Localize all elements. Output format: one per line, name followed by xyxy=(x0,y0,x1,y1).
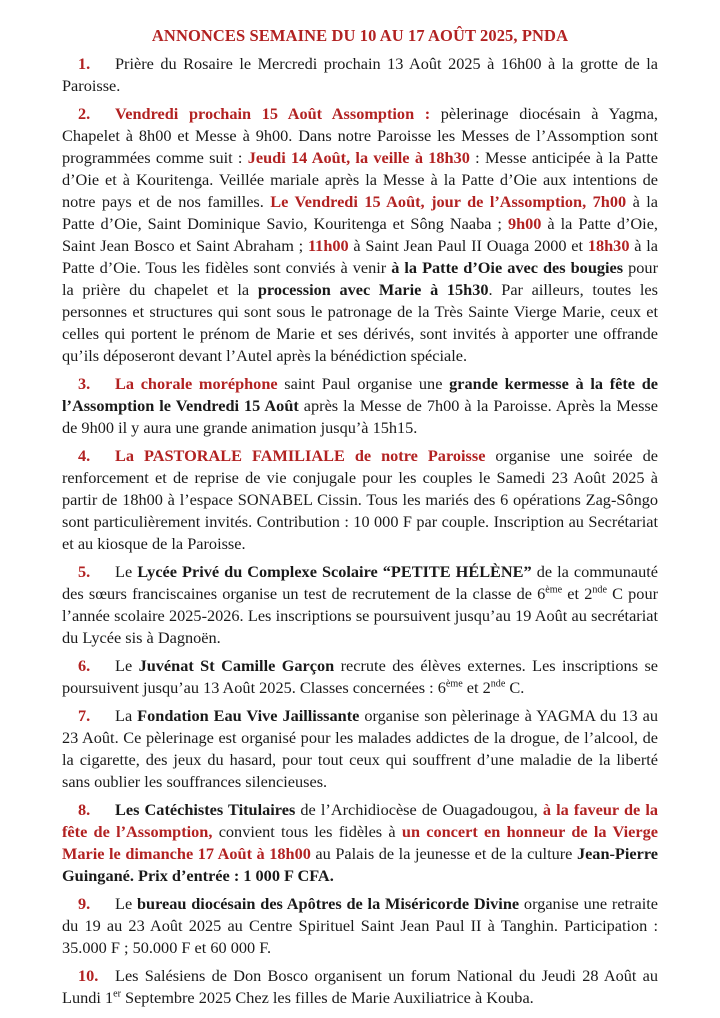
text-segment: Septembre 2025 Chez les filles de Marie Auxiliatrice à Kouba. xyxy=(120,988,534,1007)
announcement-item xyxy=(62,53,658,97)
text-segment: pèlerinage diocésain à Yagma, Chapelet à 8h00 et Messe à 9h00. Dans notre Paroisse les Messes de l’Assomption sont programmées comme suit : xyxy=(62,104,658,167)
text-segment: saint Paul organise une xyxy=(277,374,450,393)
text-segment: ème xyxy=(545,584,563,596)
text-segment: à la faveur de la fête de l’Assomption, xyxy=(62,800,659,841)
text-segment: Jeudi 14 Août, la veille à 18h30 xyxy=(247,148,470,167)
announcement-item xyxy=(62,445,658,555)
announcement-list xyxy=(62,53,658,1009)
text-segment: organise une soirée de renforcement et de reprise de vie conjugale pour les couples le Samedi 23 Août 2025 à partir de 18h00 à l’espace SONABEL Cissin. Tous les mariés des 6 opérations Zag-Sôngo sont particulièrement invités. Contribution : 10 000 F par couple. Inscription au Secrétariat et au kiosque de la Paroisse. xyxy=(62,446,658,553)
text-segment: bureau diocésain des Apôtres de la Miséricorde Divine xyxy=(136,894,520,913)
text-segment: La chorale moréphone xyxy=(115,374,278,393)
text-segment: à la Patte d’Oie, Saint Jean Bosco et Saint Abraham ; xyxy=(62,214,659,255)
text-segment: Les Catéchistes Titulaires xyxy=(115,800,296,819)
text-segment: après la Messe de 7h00 à la Paroisse. Après la Messe de 9h00 il y aura une grande animation jusqu’à 15h15. xyxy=(62,396,658,437)
item-number: 1. xyxy=(78,54,91,73)
text-segment: à Saint Jean Paul II Ouaga 2000 et xyxy=(348,236,588,255)
text-segment: à la Patte d’Oie. Tous les fidèles sont conviés à venir xyxy=(62,236,658,277)
announcement-item xyxy=(62,655,658,699)
text-segment: organise une retraite du 19 au 23 Août 2025 au Centre Spirituel Saint Jean Paul II à Tanghin. Participation : 35.000 F ; 50.000 F et 60 000 F. xyxy=(62,894,658,957)
text-segment: et 2 xyxy=(462,678,491,697)
text-segment: pour la prière du chapelet et la xyxy=(62,258,658,299)
text-segment: Le xyxy=(115,656,139,675)
announcement-item xyxy=(62,103,658,367)
text-segment: nde xyxy=(592,584,607,596)
page-title: ANNONCES SEMAINE DU 10 AU 17 AOÛT 2025, PNDA xyxy=(151,26,569,45)
text-segment: et 2 xyxy=(562,584,593,603)
text-segment: Les Salésiens de Don Bosco organisent un forum National du Jeudi 28 Août au Lundi 1 xyxy=(62,966,658,1007)
text-segment: . Par ailleurs, toutes les personnes et structures qui sont sous le patronage de la Très Sainte Vierge Marie, ceux et celles qui portent le prénom de Marie et ses dérivés, sont invités à apporter une offrande qu’ils déposeront devant l’Autel après la bénédiction spéciale. xyxy=(62,280,658,365)
text-segment: ème xyxy=(445,678,463,690)
announcement-item xyxy=(62,965,658,1009)
text-segment: Prière du Rosaire le Mercredi prochain 13 Août 2025 à 16h00 à la grotte de la Paroisse. xyxy=(62,54,658,95)
text-segment: à la Patte d’Oie avec des bougies xyxy=(391,258,624,277)
text-segment: organise son pèlerinage à YAGMA du 13 au 23 Août. Ce pèlerinage est organisé pour les malades addictes de la drogue, de l’alcool, de la cigarette, des jeux du hasard, pour tout ceux qui souffrent d’une maladie de la liberté sans oublier les souffrances silencieuses. xyxy=(62,706,658,791)
item-number: 6. xyxy=(78,656,91,675)
text-segment: Le Vendredi 15 Août, jour de l’Assomption, 7h00 xyxy=(270,192,627,211)
announcement-item xyxy=(62,561,658,649)
text-segment: La xyxy=(115,706,138,725)
text-segment: er xyxy=(113,988,121,1000)
text-segment: 11h00 xyxy=(307,236,349,255)
item-number: 2. xyxy=(78,104,91,123)
announcement-item xyxy=(62,705,658,793)
item-number: 4. xyxy=(78,446,91,465)
text-segment: Le xyxy=(115,894,137,913)
text-segment: procession avec Marie à 15h30 xyxy=(257,280,489,299)
text-segment: C pour l’année scolaire 2025-2026. Les inscriptions se poursuivent jusqu’au 19 Août au secrétariat du Lycée sis à Dagnoën. xyxy=(62,584,659,647)
text-segment: Vendredi prochain 15 Août Assomption : xyxy=(115,104,441,123)
text-segment: 18h30 xyxy=(587,236,630,255)
item-number: 5. xyxy=(78,562,91,581)
announcement-item xyxy=(62,373,658,439)
announcement-item xyxy=(62,893,658,959)
text-segment: recrute des élèves externes. Les inscriptions se poursuivent jusqu’au 13 Août 2025. Classes concernées : 6 xyxy=(62,656,659,697)
text-segment: Juvénat St Camille Garçon xyxy=(138,656,335,675)
item-number: 10. xyxy=(78,966,99,985)
text-segment: Lycée Privé du Complexe Scolaire “PETITE HÉLÈNE” xyxy=(137,562,532,581)
item-number: 9. xyxy=(78,894,91,913)
text-segment: 9h00 xyxy=(507,214,542,233)
text-segment: La PASTORALE FAMILIALE de notre Paroisse xyxy=(115,446,486,465)
item-number: 7. xyxy=(78,706,91,725)
text-segment: convient tous les fidèles à xyxy=(212,822,402,841)
announcement-item xyxy=(62,799,658,887)
text-segment: à la Patte d’Oie, Saint Dominique Savio, Kouritenga et Sông Naaba ; xyxy=(62,192,658,233)
text-segment: de l’Archidiocèse de Ouagadougou, xyxy=(295,800,543,819)
text-segment: Fondation Eau Vive Jaillissante xyxy=(137,706,360,725)
item-number: 8. xyxy=(78,800,91,819)
text-segment: Le xyxy=(115,562,138,581)
text-segment: nde xyxy=(490,678,506,690)
text-segment: au Palais de la jeunesse et de la culture xyxy=(310,844,577,863)
item-number: 3. xyxy=(78,374,91,393)
text-segment: C. xyxy=(505,678,525,697)
text-segment: : Messe anticipée à la Patte d’Oie et à Kouritenga. Veillée mariale après la Messe à la Patte d’Oie aux intentions de notre pays et de nos familles. xyxy=(62,148,659,211)
text-segment: grande kermesse à la fête de l’Assomption le Vendredi 15 Août xyxy=(62,374,658,415)
text-segment: de la communauté des sœurs franciscaines organise un test de recrutement de la classe de 6 xyxy=(62,562,658,603)
text-segment: un concert en honneur de la Vierge Marie le dimanche 17 Août à 18h00 xyxy=(62,822,658,863)
text-segment: Jean-Pierre Guingané. Prix d’entrée : 1 000 F CFA. xyxy=(62,844,659,885)
